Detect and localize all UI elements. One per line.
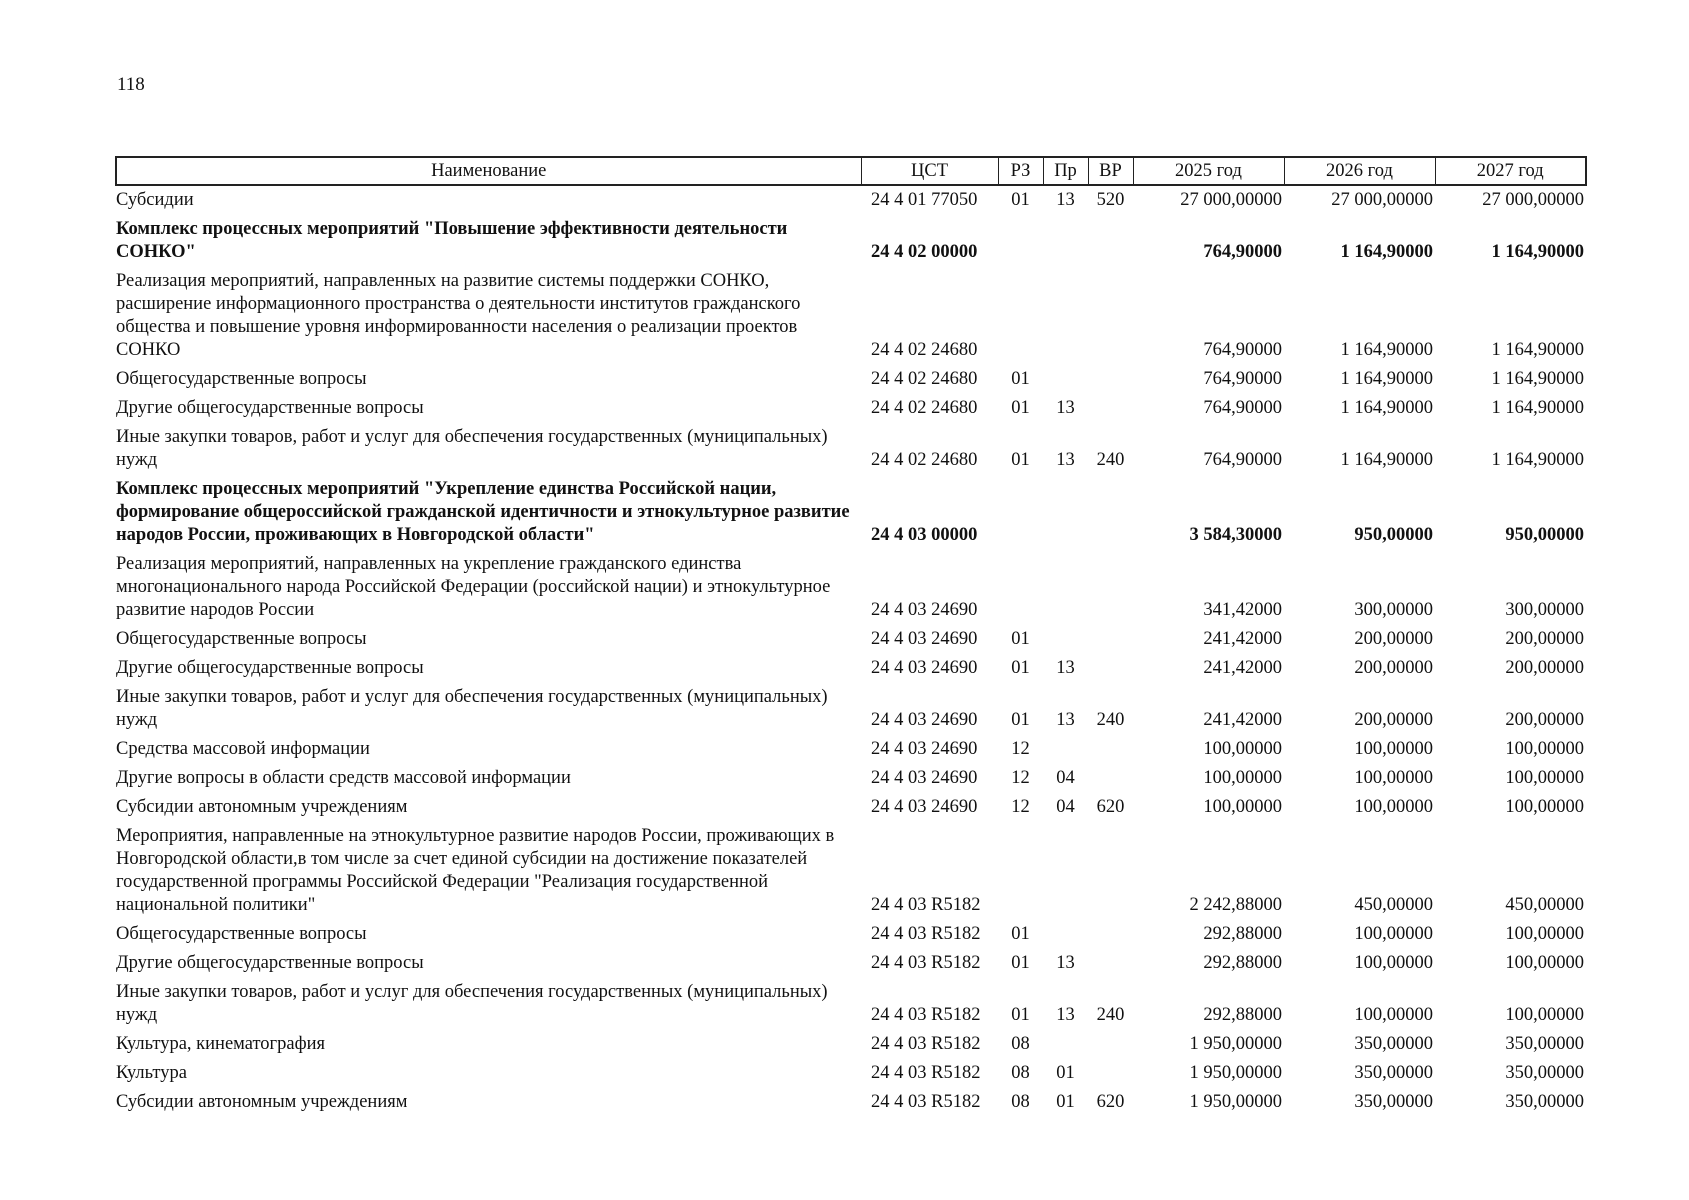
row-pr: 13: [1056, 953, 1075, 973]
row-cst: 24 4 02 24680: [871, 398, 978, 418]
table-body: [116, 185, 1586, 1117]
row-rz: 01: [1011, 450, 1030, 470]
header-2026: 2026 год: [1284, 157, 1435, 185]
row-2027: 1 164,90000: [1491, 242, 1584, 262]
row-2025: 764,90000: [1203, 369, 1282, 389]
row-2025: 2 242,88000: [1189, 895, 1282, 915]
row-2026: 350,00000: [1354, 1034, 1433, 1054]
table-row: [116, 215, 1586, 267]
row-rz: [998, 822, 1043, 920]
row-2025: 27 000,00000: [1180, 190, 1282, 210]
table-row: [116, 920, 1586, 949]
row-2027: 200,00000: [1505, 710, 1584, 730]
row-rz: 08: [1011, 1063, 1030, 1083]
row-rz: 01: [1011, 190, 1030, 210]
row-pr: 04: [1056, 797, 1075, 817]
row-2027: 100,00000: [1505, 739, 1584, 759]
row-pr: [1043, 735, 1088, 764]
row-vr: [1088, 949, 1133, 978]
row-name: Общегосударственные вопросы: [116, 369, 367, 389]
row-2025: 764,90000: [1203, 340, 1282, 360]
row-rz: 12: [1011, 739, 1030, 759]
row-2027: 350,00000: [1505, 1034, 1584, 1054]
table-row: [116, 822, 1586, 920]
table-row: [116, 793, 1586, 822]
row-pr: [1043, 625, 1088, 654]
row-2027: 200,00000: [1505, 629, 1584, 649]
table-row: [116, 267, 1586, 365]
row-2026: 1 164,90000: [1340, 398, 1433, 418]
row-pr: 13: [1056, 398, 1075, 418]
page-number: 118: [117, 74, 145, 95]
row-rz: 12: [1011, 768, 1030, 788]
row-2027: 1 164,90000: [1491, 340, 1584, 360]
row-cst: 24 4 01 77050: [871, 190, 978, 210]
row-2027: 100,00000: [1505, 924, 1584, 944]
row-2026: 200,00000: [1354, 658, 1433, 678]
row-2025: 100,00000: [1203, 797, 1282, 817]
row-2027: 100,00000: [1505, 768, 1584, 788]
row-2026: 100,00000: [1354, 1005, 1433, 1025]
row-vr: [1088, 267, 1133, 365]
row-name: Иные закупки товаров, работ и услуг для обеспечения государственных (муниципальных) нужд: [116, 427, 828, 470]
row-vr: [1088, 654, 1133, 683]
row-2026: 450,00000: [1354, 895, 1433, 915]
row-vr: [1088, 920, 1133, 949]
table-row: [116, 423, 1586, 475]
row-2025: 341,42000: [1203, 600, 1282, 620]
row-2025: 764,90000: [1203, 398, 1282, 418]
row-2027: 100,00000: [1505, 797, 1584, 817]
table-row: [116, 978, 1586, 1030]
row-rz: 01: [1011, 398, 1030, 418]
row-cst: 24 4 02 24680: [871, 340, 978, 360]
row-2025: 100,00000: [1203, 768, 1282, 788]
row-name: Другие общегосударственные вопросы: [116, 398, 424, 418]
row-2025: 292,88000: [1203, 924, 1282, 944]
row-cst: 24 4 02 24680: [871, 369, 978, 389]
row-vr: [1088, 550, 1133, 625]
row-rz: [998, 267, 1043, 365]
row-name: Комплекс процессных мероприятий "Укрепление единства Российской нации, формирование общероссийской гражданской идентичности и этнокультурное развитие народов России, проживающих в Новгородской области": [116, 479, 850, 545]
row-cst: 24 4 03 R5182: [871, 895, 981, 915]
row-name: Мероприятия, направленные на этнокультурное развитие народов России, проживающих в Новгородской области,в том числе за счет единой субсидии на достижение показателей государственной программы Российской Федерации "Реализация государственной национальной политики": [116, 826, 835, 915]
row-2027: 950,00000: [1505, 525, 1584, 545]
row-cst: 24 4 03 24690: [871, 629, 978, 649]
row-2026: 950,00000: [1354, 525, 1433, 545]
row-rz: 08: [1011, 1092, 1030, 1112]
row-vr: [1088, 394, 1133, 423]
row-vr: [1088, 215, 1133, 267]
row-2025: 241,42000: [1203, 710, 1282, 730]
row-2025: 1 950,00000: [1189, 1063, 1282, 1083]
row-vr: [1088, 475, 1133, 550]
row-2027: 200,00000: [1505, 658, 1584, 678]
table-row: [116, 654, 1586, 683]
row-2027: 300,00000: [1505, 600, 1584, 620]
row-name: Комплекс процессных мероприятий "Повышение эффективности деятельности СОНКО": [116, 219, 788, 262]
row-pr: [1043, 1030, 1088, 1059]
row-vr: [1088, 822, 1133, 920]
row-2027: 27 000,00000: [1482, 190, 1584, 210]
row-cst: 24 4 02 24680: [871, 450, 978, 470]
table-row: [116, 475, 1586, 550]
row-pr: 13: [1056, 190, 1075, 210]
row-pr: [1043, 267, 1088, 365]
row-rz: 01: [1011, 658, 1030, 678]
table-row: [116, 394, 1586, 423]
table-row: [116, 683, 1586, 735]
row-pr: [1043, 365, 1088, 394]
row-rz: [998, 475, 1043, 550]
row-name: Реализация мероприятий, направленных на укрепление гражданского единства многонационального народа Российской Федерации (российской нации) и этнокультурное развитие народов России: [116, 554, 831, 620]
row-cst: 24 4 03 24690: [871, 658, 978, 678]
row-pr: 01: [1056, 1063, 1075, 1083]
row-2027: 350,00000: [1505, 1063, 1584, 1083]
row-2027: 1 164,90000: [1491, 369, 1584, 389]
row-2027: 450,00000: [1505, 895, 1584, 915]
row-name: Другие общегосударственные вопросы: [116, 953, 424, 973]
row-2027: 1 164,90000: [1491, 398, 1584, 418]
table-row: [116, 1030, 1586, 1059]
header-rz: РЗ: [998, 157, 1043, 185]
row-name: Иные закупки товаров, работ и услуг для обеспечения государственных (муниципальных) нужд: [116, 982, 828, 1025]
row-2026: 100,00000: [1354, 797, 1433, 817]
row-rz: [998, 215, 1043, 267]
row-name: Субсидии: [116, 190, 194, 210]
table-row: [116, 764, 1586, 793]
row-vr: [1088, 735, 1133, 764]
row-pr: 13: [1056, 450, 1075, 470]
row-2027: 350,00000: [1505, 1092, 1584, 1112]
table-row: [116, 625, 1586, 654]
row-cst: 24 4 03 R5182: [871, 1092, 981, 1112]
row-2026: 1 164,90000: [1340, 450, 1433, 470]
row-name: Иные закупки товаров, работ и услуг для обеспечения государственных (муниципальных) нужд: [116, 687, 828, 730]
table-row: [116, 1088, 1586, 1117]
table-header: [116, 157, 1586, 185]
table-row: [116, 735, 1586, 764]
row-name: Субсидии автономным учреждениям: [116, 1092, 408, 1112]
row-name: Общегосударственные вопросы: [116, 629, 367, 649]
row-name: Другие общегосударственные вопросы: [116, 658, 424, 678]
row-2025: 241,42000: [1203, 629, 1282, 649]
row-vr: 240: [1096, 1005, 1125, 1025]
row-cst: 24 4 03 R5182: [871, 1063, 981, 1083]
row-name: Средства массовой информации: [116, 739, 370, 759]
row-pr: [1043, 215, 1088, 267]
header-name: Наименование: [116, 157, 861, 185]
row-2026: 100,00000: [1354, 768, 1433, 788]
row-name: Субсидии автономным учреждениям: [116, 797, 408, 817]
row-cst: 24 4 03 24690: [871, 710, 978, 730]
row-rz: 01: [1011, 710, 1030, 730]
row-vr: 240: [1096, 710, 1125, 730]
row-pr: [1043, 550, 1088, 625]
row-2026: 300,00000: [1354, 600, 1433, 620]
row-2027: 100,00000: [1505, 953, 1584, 973]
row-2026: 350,00000: [1354, 1092, 1433, 1112]
row-2025: 241,42000: [1203, 658, 1282, 678]
row-vr: 620: [1096, 797, 1125, 817]
row-2025: 764,90000: [1203, 450, 1282, 470]
row-rz: [998, 550, 1043, 625]
row-2026: 1 164,90000: [1340, 340, 1433, 360]
row-name: Культура: [116, 1063, 187, 1083]
row-2026: 1 164,90000: [1340, 242, 1433, 262]
row-pr: 13: [1056, 710, 1075, 730]
row-pr: 04: [1056, 768, 1075, 788]
row-2026: 27 000,00000: [1331, 190, 1433, 210]
row-2025: 292,88000: [1203, 1005, 1282, 1025]
budget-table: [115, 156, 1587, 1117]
row-name: Реализация мероприятий, направленных на развитие системы поддержки СОНКО, расширение информационного пространства о деятельности институтов гражданского общества и повышение уровня информированности населения о реализации проектов СОНКО: [116, 271, 801, 360]
row-rz: 01: [1011, 953, 1030, 973]
header-vr: ВР: [1088, 157, 1133, 185]
row-2025: 1 950,00000: [1189, 1092, 1282, 1112]
row-cst: 24 4 03 24690: [871, 797, 978, 817]
header-cst: ЦСТ: [861, 157, 998, 185]
row-vr: 520: [1096, 190, 1125, 210]
row-cst: 24 4 03 24690: [871, 739, 978, 759]
row-cst: 24 4 03 24690: [871, 768, 978, 788]
row-cst: 24 4 03 R5182: [871, 924, 981, 944]
row-2026: 200,00000: [1354, 710, 1433, 730]
row-rz: 01: [1011, 369, 1030, 389]
header-2027: 2027 год: [1435, 157, 1586, 185]
row-2025: 1 950,00000: [1189, 1034, 1282, 1054]
row-rz: 01: [1011, 924, 1030, 944]
row-cst: 24 4 03 R5182: [871, 953, 981, 973]
row-vr: [1088, 625, 1133, 654]
row-pr: [1043, 475, 1088, 550]
row-vr: [1088, 764, 1133, 793]
header-2025: 2025 год: [1133, 157, 1284, 185]
row-rz: 01: [1011, 629, 1030, 649]
row-cst: 24 4 03 00000: [871, 525, 978, 545]
header-pr: Пр: [1043, 157, 1088, 185]
row-2025: 3 584,30000: [1189, 525, 1282, 545]
row-name: Общегосударственные вопросы: [116, 924, 367, 944]
row-pr: 13: [1056, 658, 1075, 678]
row-2026: 100,00000: [1354, 924, 1433, 944]
row-vr: [1088, 365, 1133, 394]
row-pr: [1043, 822, 1088, 920]
table-row: [116, 949, 1586, 978]
row-2026: 100,00000: [1354, 739, 1433, 759]
row-2026: 350,00000: [1354, 1063, 1433, 1083]
table-row: [116, 1059, 1586, 1088]
row-vr: 620: [1096, 1092, 1125, 1112]
row-vr: 240: [1096, 450, 1125, 470]
row-pr: 13: [1056, 1005, 1075, 1025]
table-row: [116, 550, 1586, 625]
row-cst: 24 4 03 24690: [871, 600, 978, 620]
table-row: [116, 185, 1586, 215]
row-2025: 100,00000: [1203, 739, 1282, 759]
row-2026: 1 164,90000: [1340, 369, 1433, 389]
row-2026: 100,00000: [1354, 953, 1433, 973]
row-cst: 24 4 03 R5182: [871, 1034, 981, 1054]
row-2025: 292,88000: [1203, 953, 1282, 973]
row-2027: 1 164,90000: [1491, 450, 1584, 470]
row-name: Другие вопросы в области средств массовой информации: [116, 768, 571, 788]
row-vr: [1088, 1059, 1133, 1088]
row-rz: 01: [1011, 1005, 1030, 1025]
table-row: [116, 365, 1586, 394]
row-2026: 200,00000: [1354, 629, 1433, 649]
row-name: Культура, кинематография: [116, 1034, 326, 1054]
row-pr: 01: [1056, 1092, 1075, 1112]
row-pr: [1043, 920, 1088, 949]
row-cst: 24 4 02 00000: [871, 242, 978, 262]
row-cst: 24 4 03 R5182: [871, 1005, 981, 1025]
row-rz: 12: [1011, 797, 1030, 817]
row-rz: 08: [1011, 1034, 1030, 1054]
row-2027: 100,00000: [1505, 1005, 1584, 1025]
row-vr: [1088, 1030, 1133, 1059]
row-2025: 764,90000: [1203, 242, 1282, 262]
